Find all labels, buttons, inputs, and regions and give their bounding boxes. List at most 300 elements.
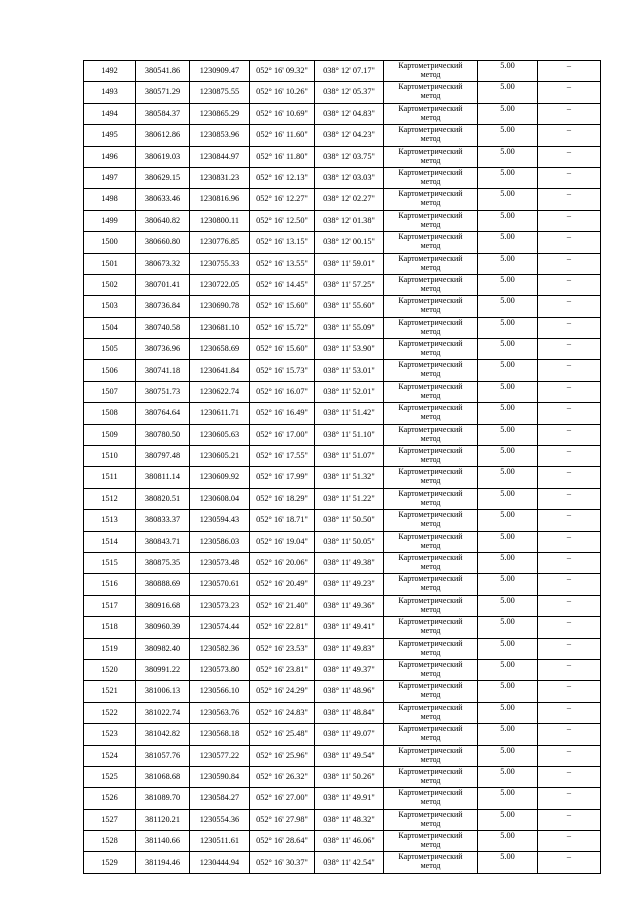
table-row <box>84 510 601 531</box>
y-coordinate-cell: 1230563.76 <box>190 702 250 723</box>
latitude-cell: 052° 16' 24.83" <box>250 702 315 723</box>
y-coordinate-cell: 1230831.23 <box>190 167 250 188</box>
y-coordinate-cell: 1230444.94 <box>190 852 250 873</box>
method-cell <box>384 852 478 873</box>
latitude-cell: 052° 16' 20.49" <box>250 574 315 595</box>
method-cell <box>384 681 478 702</box>
description-cell: – <box>538 702 601 723</box>
latitude-cell: 052° 16' 14.45" <box>250 274 315 295</box>
method-cell <box>384 253 478 274</box>
method-line2: метод <box>420 348 441 358</box>
method-line2: метод <box>420 70 441 79</box>
x-coordinate-cell: 380764.64 <box>136 403 190 424</box>
accuracy-cell: 5.00 <box>478 274 538 295</box>
description-cell: – <box>538 317 601 338</box>
accuracy-cell: 5.00 <box>478 167 538 188</box>
description-cell: – <box>538 403 601 424</box>
method-line1: Картометрический <box>398 253 463 263</box>
description-cell: – <box>538 381 601 402</box>
latitude-cell: 052° 16' 17.00" <box>250 424 315 445</box>
table-row <box>84 253 601 274</box>
point-number-cell: 1513 <box>84 510 136 531</box>
accuracy-cell: 5.00 <box>478 467 538 488</box>
accuracy-cell: 5.00 <box>478 296 538 317</box>
method-line2: метод <box>420 326 441 336</box>
y-coordinate-cell: 1230594.43 <box>190 510 250 531</box>
table-row <box>84 766 601 787</box>
latitude-cell: 052° 16' 17.99" <box>250 467 315 488</box>
method-line1: Картометрический <box>398 403 463 413</box>
x-coordinate-cell: 380797.48 <box>136 446 190 467</box>
method-cell <box>384 467 478 488</box>
longitude-cell: 038° 11' 48.96" <box>315 681 384 702</box>
table-row <box>84 724 601 745</box>
table-row <box>84 381 601 402</box>
y-coordinate-cell: 1230568.18 <box>190 724 250 745</box>
x-coordinate-cell: 381042.82 <box>136 724 190 745</box>
longitude-cell: 038° 11' 55.60" <box>315 296 384 317</box>
x-coordinate-cell: 380660.80 <box>136 232 190 253</box>
latitude-cell: 052° 16' 16.07" <box>250 381 315 402</box>
y-coordinate-cell: 1230690.78 <box>190 296 250 317</box>
point-number-cell: 1525 <box>84 766 136 787</box>
longitude-cell: 038° 11' 51.10" <box>315 424 384 445</box>
method-line2: метод <box>420 412 441 422</box>
longitude-cell: 038° 11' 50.26" <box>315 766 384 787</box>
description-cell: – <box>538 424 601 445</box>
latitude-cell: 052° 16' 18.29" <box>250 488 315 509</box>
method-line2: метод <box>420 754 441 764</box>
table-row <box>84 702 601 723</box>
point-number-cell: 1495 <box>84 125 136 146</box>
description-cell: – <box>538 446 601 467</box>
description-cell: – <box>538 296 601 317</box>
method-line1: Картометрический <box>398 339 463 349</box>
accuracy-cell: 5.00 <box>478 531 538 552</box>
description-cell: – <box>538 167 601 188</box>
description-cell: – <box>538 617 601 638</box>
table-row <box>84 681 601 702</box>
x-coordinate-cell: 380780.50 <box>136 424 190 445</box>
accuracy-cell: 5.00 <box>478 381 538 402</box>
method-line1: Картометрический <box>398 167 463 177</box>
method-line2: метод <box>420 283 441 293</box>
description-cell: – <box>538 274 601 295</box>
latitude-cell: 052° 16' 15.73" <box>250 360 315 381</box>
table-row <box>84 189 601 210</box>
description-cell: – <box>538 681 601 702</box>
longitude-cell: 038° 12' 04.23" <box>315 125 384 146</box>
y-coordinate-cell: 1230570.61 <box>190 574 250 595</box>
longitude-cell: 038° 11' 55.09" <box>315 317 384 338</box>
x-coordinate-cell: 381120.21 <box>136 809 190 830</box>
table-row <box>84 852 601 873</box>
x-coordinate-cell: 381194.46 <box>136 852 190 873</box>
method-line1: Картометрический <box>398 232 463 242</box>
x-coordinate-cell: 380960.39 <box>136 617 190 638</box>
method-cell <box>384 403 478 424</box>
method-line1: Картометрический <box>398 467 463 477</box>
method-line2: метод <box>420 840 441 850</box>
method-line2: метод <box>420 626 441 636</box>
point-number-cell: 1507 <box>84 381 136 402</box>
accuracy-cell: 5.00 <box>478 103 538 124</box>
method-line1: Картометрический <box>398 210 463 220</box>
accuracy-cell: 5.00 <box>478 595 538 616</box>
description-cell: – <box>538 745 601 766</box>
method-line1: Картометрический <box>398 702 463 712</box>
method-line1: Картометрический <box>398 745 463 755</box>
method-line1: Картометрический <box>398 446 463 456</box>
latitude-cell: 052° 16' 13.55" <box>250 253 315 274</box>
method-cell <box>384 232 478 253</box>
method-line1: Картометрический <box>398 638 463 648</box>
method-cell <box>384 296 478 317</box>
y-coordinate-cell: 1230816.96 <box>190 189 250 210</box>
method-line1: Картометрический <box>398 681 463 691</box>
description-cell: – <box>538 82 601 103</box>
description-cell: – <box>538 659 601 680</box>
longitude-cell: 038° 11' 59.01" <box>315 253 384 274</box>
method-line2: метод <box>420 519 441 529</box>
method-cell <box>384 552 478 573</box>
latitude-cell: 052° 16' 11.80" <box>250 146 315 167</box>
description-cell: – <box>538 339 601 360</box>
method-line1: Картометрический <box>398 617 463 627</box>
table-row <box>84 146 601 167</box>
method-line2: метод <box>420 540 441 550</box>
x-coordinate-cell: 380741.18 <box>136 360 190 381</box>
method-cell <box>384 167 478 188</box>
x-coordinate-cell: 381089.70 <box>136 788 190 809</box>
accuracy-cell: 5.00 <box>478 681 538 702</box>
point-number-cell: 1493 <box>84 82 136 103</box>
longitude-cell: 038° 11' 52.01" <box>315 381 384 402</box>
x-coordinate-cell: 381068.68 <box>136 766 190 787</box>
x-coordinate-cell: 380571.29 <box>136 82 190 103</box>
x-coordinate-cell: 380612.86 <box>136 125 190 146</box>
accuracy-cell: 5.00 <box>478 317 538 338</box>
y-coordinate-cell: 1230582.36 <box>190 638 250 659</box>
method-cell <box>384 510 478 531</box>
x-coordinate-cell: 380833.37 <box>136 510 190 531</box>
y-coordinate-cell: 1230573.80 <box>190 659 250 680</box>
point-number-cell: 1498 <box>84 189 136 210</box>
table-row <box>84 317 601 338</box>
point-number-cell: 1494 <box>84 103 136 124</box>
longitude-cell: 038° 11' 42.54" <box>315 852 384 873</box>
table-row <box>84 274 601 295</box>
x-coordinate-cell: 380584.37 <box>136 103 190 124</box>
table-row <box>84 167 601 188</box>
method-cell <box>384 103 478 124</box>
method-line1: Картометрический <box>398 189 463 199</box>
point-number-cell: 1514 <box>84 531 136 552</box>
method-cell <box>384 210 478 231</box>
point-number-cell: 1516 <box>84 574 136 595</box>
accuracy-cell: 5.00 <box>478 61 538 82</box>
latitude-cell: 052° 16' 27.00" <box>250 788 315 809</box>
x-coordinate-cell: 380740.58 <box>136 317 190 338</box>
y-coordinate-cell: 1230865.29 <box>190 103 250 124</box>
table-row <box>84 424 601 445</box>
method-line2: метод <box>420 176 441 186</box>
method-cell <box>384 446 478 467</box>
x-coordinate-cell: 380820.51 <box>136 488 190 509</box>
y-coordinate-cell: 1230573.48 <box>190 552 250 573</box>
y-coordinate-cell: 1230909.47 <box>190 61 250 82</box>
method-line1: Картометрический <box>398 724 463 734</box>
method-cell <box>384 125 478 146</box>
point-number-cell: 1520 <box>84 659 136 680</box>
method-cell <box>384 659 478 680</box>
point-number-cell: 1502 <box>84 274 136 295</box>
point-number-cell: 1523 <box>84 724 136 745</box>
table-row <box>84 745 601 766</box>
method-line2: метод <box>420 647 441 657</box>
description-cell: – <box>538 103 601 124</box>
latitude-cell: 052° 16' 20.06" <box>250 552 315 573</box>
method-cell <box>384 574 478 595</box>
table-row <box>84 232 601 253</box>
longitude-cell: 038° 11' 50.05" <box>315 531 384 552</box>
longitude-cell: 038° 11' 49.37" <box>315 659 384 680</box>
table-row <box>84 788 601 809</box>
latitude-cell: 052° 16' 10.69" <box>250 103 315 124</box>
x-coordinate-cell: 380991.22 <box>136 659 190 680</box>
table-row <box>84 531 601 552</box>
method-line2: метод <box>420 262 441 272</box>
x-coordinate-cell: 380843.71 <box>136 531 190 552</box>
y-coordinate-cell: 1230622.74 <box>190 381 250 402</box>
description-cell: – <box>538 360 601 381</box>
longitude-cell: 038° 11' 48.32" <box>315 809 384 830</box>
accuracy-cell: 5.00 <box>478 659 538 680</box>
method-line1: Картометрический <box>398 103 463 113</box>
method-line2: метод <box>420 604 441 614</box>
method-line1: Картометрический <box>398 125 463 135</box>
longitude-cell: 038° 12' 07.17" <box>315 61 384 82</box>
accuracy-cell: 5.00 <box>478 210 538 231</box>
method-cell <box>384 766 478 787</box>
y-coordinate-cell: 1230554.36 <box>190 809 250 830</box>
latitude-cell: 052° 16' 12.27" <box>250 189 315 210</box>
method-cell <box>384 531 478 552</box>
longitude-cell: 038° 11' 49.83" <box>315 638 384 659</box>
point-number-cell: 1499 <box>84 210 136 231</box>
method-line1: Картометрический <box>398 831 463 841</box>
method-line1: Картометрический <box>398 360 463 370</box>
x-coordinate-cell: 380629.15 <box>136 167 190 188</box>
method-line1: Картометрический <box>398 82 463 92</box>
method-line1: Картометрический <box>398 595 463 605</box>
latitude-cell: 052° 16' 17.55" <box>250 446 315 467</box>
latitude-cell: 052° 16' 30.37" <box>250 852 315 873</box>
latitude-cell: 052° 16' 19.04" <box>250 531 315 552</box>
table-row <box>84 488 601 509</box>
x-coordinate-cell: 380640.82 <box>136 210 190 231</box>
accuracy-cell: 5.00 <box>478 638 538 659</box>
description-cell: – <box>538 552 601 573</box>
point-number-cell: 1518 <box>84 617 136 638</box>
y-coordinate-cell: 1230800.11 <box>190 210 250 231</box>
table-row <box>84 296 601 317</box>
y-coordinate-cell: 1230853.96 <box>190 125 250 146</box>
method-line2: метод <box>420 134 441 144</box>
point-number-cell: 1510 <box>84 446 136 467</box>
latitude-cell: 052° 16' 16.49" <box>250 403 315 424</box>
y-coordinate-cell: 1230844.97 <box>190 146 250 167</box>
y-coordinate-cell: 1230658.69 <box>190 339 250 360</box>
point-number-cell: 1504 <box>84 317 136 338</box>
method-line2: метод <box>420 583 441 593</box>
table-row <box>84 617 601 638</box>
method-cell <box>384 381 478 402</box>
method-cell <box>384 788 478 809</box>
description-cell: – <box>538 809 601 830</box>
y-coordinate-cell: 1230605.63 <box>190 424 250 445</box>
method-line2: метод <box>420 198 441 208</box>
description-cell: – <box>538 146 601 167</box>
point-number-cell: 1522 <box>84 702 136 723</box>
description-cell: – <box>538 638 601 659</box>
description-cell: – <box>538 189 601 210</box>
method-cell <box>384 189 478 210</box>
method-line2: метод <box>420 155 441 165</box>
table-row <box>84 61 601 82</box>
description-cell: – <box>538 852 601 873</box>
description-cell: – <box>538 488 601 509</box>
point-number-cell: 1528 <box>84 831 136 852</box>
longitude-cell: 038° 11' 50.50" <box>315 510 384 531</box>
description-cell: – <box>538 724 601 745</box>
table-row <box>84 659 601 680</box>
accuracy-cell: 5.00 <box>478 82 538 103</box>
y-coordinate-cell: 1230590.84 <box>190 766 250 787</box>
latitude-cell: 052° 16' 23.53" <box>250 638 315 659</box>
description-cell: – <box>538 61 601 82</box>
table-row <box>84 210 601 231</box>
latitude-cell: 052° 16' 25.48" <box>250 724 315 745</box>
longitude-cell: 038° 12' 04.83" <box>315 103 384 124</box>
description-cell: – <box>538 210 601 231</box>
method-line1: Картометрический <box>398 317 463 327</box>
latitude-cell: 052° 16' 10.26" <box>250 82 315 103</box>
longitude-cell: 038° 11' 57.25" <box>315 274 384 295</box>
x-coordinate-cell: 380982.40 <box>136 638 190 659</box>
x-coordinate-cell: 380875.35 <box>136 552 190 573</box>
y-coordinate-cell: 1230875.55 <box>190 82 250 103</box>
y-coordinate-cell: 1230511.61 <box>190 831 250 852</box>
method-line1: Картометрический <box>398 146 463 156</box>
table-row <box>84 403 601 424</box>
accuracy-cell: 5.00 <box>478 488 538 509</box>
x-coordinate-cell: 380751.73 <box>136 381 190 402</box>
method-line1: Картометрический <box>398 766 463 776</box>
point-number-cell: 1496 <box>84 146 136 167</box>
method-line2: метод <box>420 390 441 400</box>
description-cell: – <box>538 595 601 616</box>
method-cell <box>384 317 478 338</box>
latitude-cell: 052° 16' 25.96" <box>250 745 315 766</box>
method-cell <box>384 617 478 638</box>
method-line1: Картометрический <box>398 531 463 541</box>
longitude-cell: 038° 11' 49.91" <box>315 788 384 809</box>
longitude-cell: 038° 11' 53.90" <box>315 339 384 360</box>
method-cell <box>384 146 478 167</box>
x-coordinate-cell: 380811.14 <box>136 467 190 488</box>
latitude-cell: 052° 16' 23.81" <box>250 659 315 680</box>
x-coordinate-cell: 380541.86 <box>136 61 190 82</box>
method-cell <box>384 360 478 381</box>
method-line2: метод <box>420 369 441 379</box>
longitude-cell: 038° 11' 49.36" <box>315 595 384 616</box>
y-coordinate-cell: 1230722.05 <box>190 274 250 295</box>
description-cell: – <box>538 531 601 552</box>
y-coordinate-cell: 1230574.44 <box>190 617 250 638</box>
table-row <box>84 446 601 467</box>
longitude-cell: 038° 12' 00.15" <box>315 232 384 253</box>
description-cell: – <box>538 467 601 488</box>
table-row <box>84 467 601 488</box>
point-number-cell: 1509 <box>84 424 136 445</box>
accuracy-cell: 5.00 <box>478 189 538 210</box>
x-coordinate-cell: 380736.84 <box>136 296 190 317</box>
method-cell <box>384 702 478 723</box>
point-number-cell: 1512 <box>84 488 136 509</box>
y-coordinate-cell: 1230566.10 <box>190 681 250 702</box>
latitude-cell: 052° 16' 15.72" <box>250 317 315 338</box>
table-row <box>84 103 601 124</box>
y-coordinate-cell: 1230755.33 <box>190 253 250 274</box>
table-row <box>84 552 601 573</box>
coordinates-table <box>83 60 601 874</box>
longitude-cell: 038° 11' 51.07" <box>315 446 384 467</box>
method-line2: метод <box>420 733 441 743</box>
x-coordinate-cell: 380888.69 <box>136 574 190 595</box>
method-line2: метод <box>420 91 441 101</box>
method-line2: метод <box>420 561 441 571</box>
accuracy-cell: 5.00 <box>478 339 538 360</box>
y-coordinate-cell: 1230681.10 <box>190 317 250 338</box>
method-line2: метод <box>420 668 441 678</box>
method-line2: метод <box>420 818 441 828</box>
accuracy-cell: 5.00 <box>478 852 538 873</box>
accuracy-cell: 5.00 <box>478 510 538 531</box>
method-line1: Картометрический <box>398 852 463 862</box>
latitude-cell: 052° 16' 11.60" <box>250 125 315 146</box>
latitude-cell: 052° 16' 26.32" <box>250 766 315 787</box>
method-cell <box>384 724 478 745</box>
latitude-cell: 052° 16' 12.13" <box>250 167 315 188</box>
y-coordinate-cell: 1230577.22 <box>190 745 250 766</box>
y-coordinate-cell: 1230584.27 <box>190 788 250 809</box>
method-line2: метод <box>420 690 441 700</box>
y-coordinate-cell: 1230586.03 <box>190 531 250 552</box>
latitude-cell: 052° 16' 24.29" <box>250 681 315 702</box>
accuracy-cell: 5.00 <box>478 574 538 595</box>
longitude-cell: 038° 11' 49.38" <box>315 552 384 573</box>
description-cell: – <box>538 831 601 852</box>
y-coordinate-cell: 1230573.23 <box>190 595 250 616</box>
point-number-cell: 1505 <box>84 339 136 360</box>
point-number-cell: 1501 <box>84 253 136 274</box>
longitude-cell: 038° 12' 03.75" <box>315 146 384 167</box>
longitude-cell: 038° 11' 49.23" <box>315 574 384 595</box>
longitude-cell: 038° 11' 51.22" <box>315 488 384 509</box>
description-cell: – <box>538 125 601 146</box>
point-number-cell: 1519 <box>84 638 136 659</box>
